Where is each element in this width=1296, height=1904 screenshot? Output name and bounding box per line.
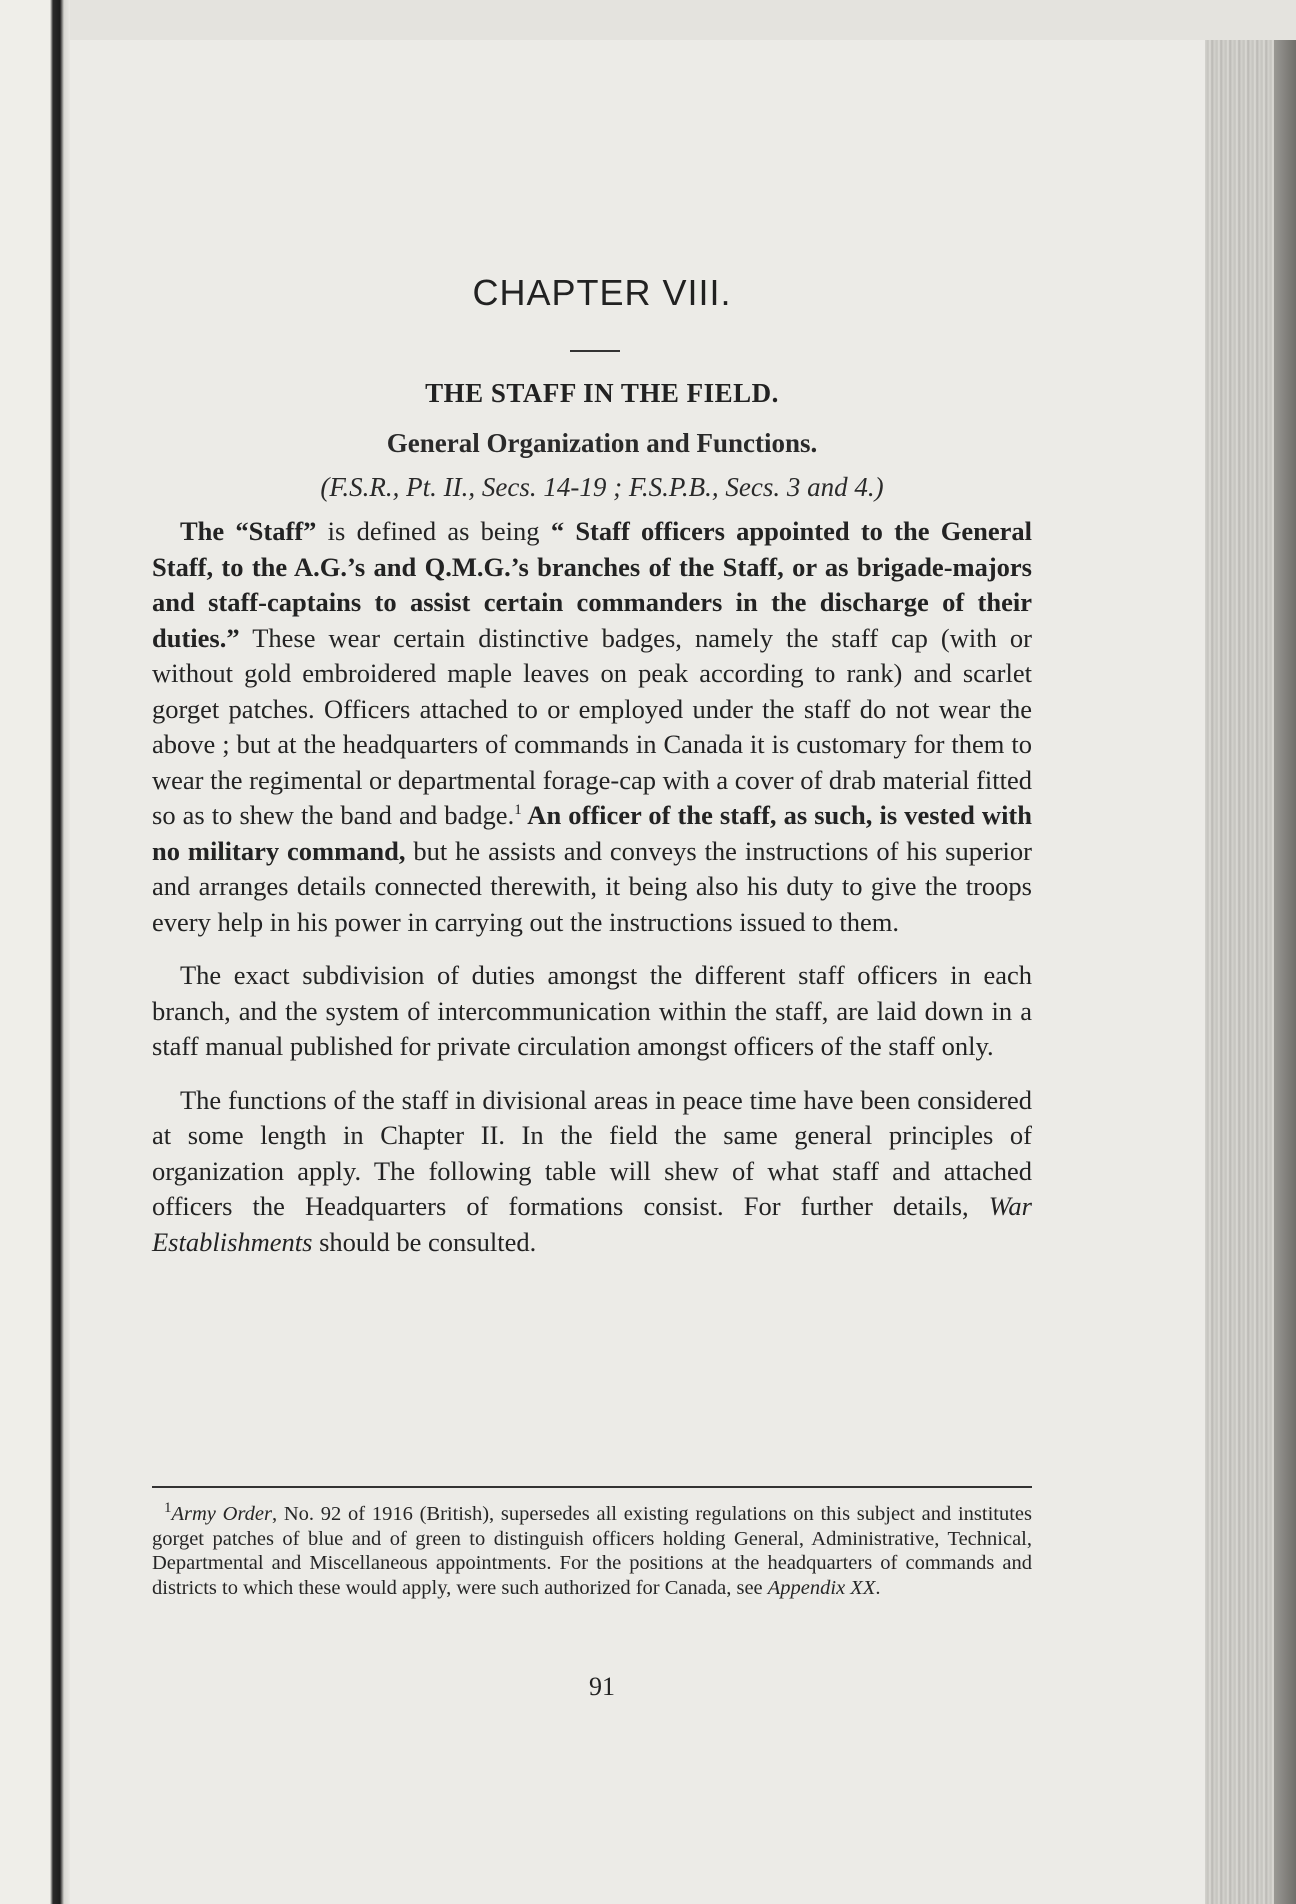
paragraph-1-text-c: but he assists and conveys the instructions of his superior and arranges details connected therewith, it being also his duty to give the troops every help in his power in carrying out the instructions issued to them.: [152, 835, 1032, 937]
paragraph-3-text: The functions of the staff in divisional areas in peace time have been considered at some length in Chapter II. In the field the same general principles of organization apply. The following table will shew of what staff and attached officers the Headquarters of formations consist. For further details,: [152, 1084, 1032, 1221]
footnote-text-b: .: [875, 1576, 881, 1599]
page-number: 91: [589, 1672, 615, 1701]
section-references: (F.S.R., Pt. II., Secs. 14-19 ; F.S.P.B., Secs. 3 and 4.): [320, 472, 884, 502]
body-text: [152, 514, 1032, 1260]
footnote: [152, 1502, 1032, 1600]
footnote-text-a: , No. 92 of 1916 (British), supersedes all existing regulations on this subject and institutes gorget patches of blue and of green to distinguish officers holding General, Administrative, Technical, Departmental and Miscellaneous appointments. For the positions at the headquarters of commands and districts to which these would apply, were such authorized for Canada, see: [152, 1503, 1032, 1599]
paragraph-3: [152, 1083, 1032, 1261]
chapter-title: CHAPTER VIII.: [472, 272, 732, 313]
paragraph-1-text-a: is defined as being: [327, 516, 551, 546]
paragraph-3-end: should be consulted.: [312, 1226, 537, 1257]
paragraph-3-italic: War Establishments: [152, 1191, 1032, 1257]
footnote-italic-a: Army Order: [171, 1503, 272, 1525]
footnote-marker: 1: [164, 1500, 172, 1517]
book-binding-left: [0, 0, 70, 1904]
paragraph-1: [152, 514, 1032, 940]
title-rule: [570, 350, 620, 352]
footnote-italic-b: Appendix XX: [767, 1576, 876, 1599]
section-title: THE STAFF IN THE FIELD.: [425, 378, 779, 408]
section-subtitle: General Organization and Functions.: [386, 428, 818, 458]
footnote-reference: 1: [514, 802, 522, 819]
staff-definition-quote: “ Staff officers appointed to the General Staff, to the A.G.’s and Q.M.G.’s branches of the Staff, or as brigade-majors and staff-captains to assist certain commanders in the discharge of their duties.”: [152, 516, 1033, 653]
paragraph-1-lead: The “Staff”: [180, 516, 328, 546]
paragraph-1-emphasis: An officer of the staff, as such, is vested with no military command,: [152, 800, 1032, 866]
footnote-rule: [152, 1486, 1032, 1488]
page-edges: [1205, 40, 1296, 1904]
paragraph-1-text-b: These wear certain distinctive badges, namely the staff cap (with or without gold embroidered maple leaves on peak according to rank) and scarlet gorget patches. Officers attached to or employed under the staff do not wear the above ; but at the headquarters of commands in Canada it is customary for them to wear the regimental or departmental forage-cap with a cover of drab material fitted so as to shew the band and badge.: [152, 622, 1032, 830]
paragraph-2: The exact subdivision of duties amongst the different staff officers in each branch, and the system of intercommunication within the staff, are laid down in a staff manual published for private circulation amongst officers of the staff only.: [152, 960, 1032, 1061]
